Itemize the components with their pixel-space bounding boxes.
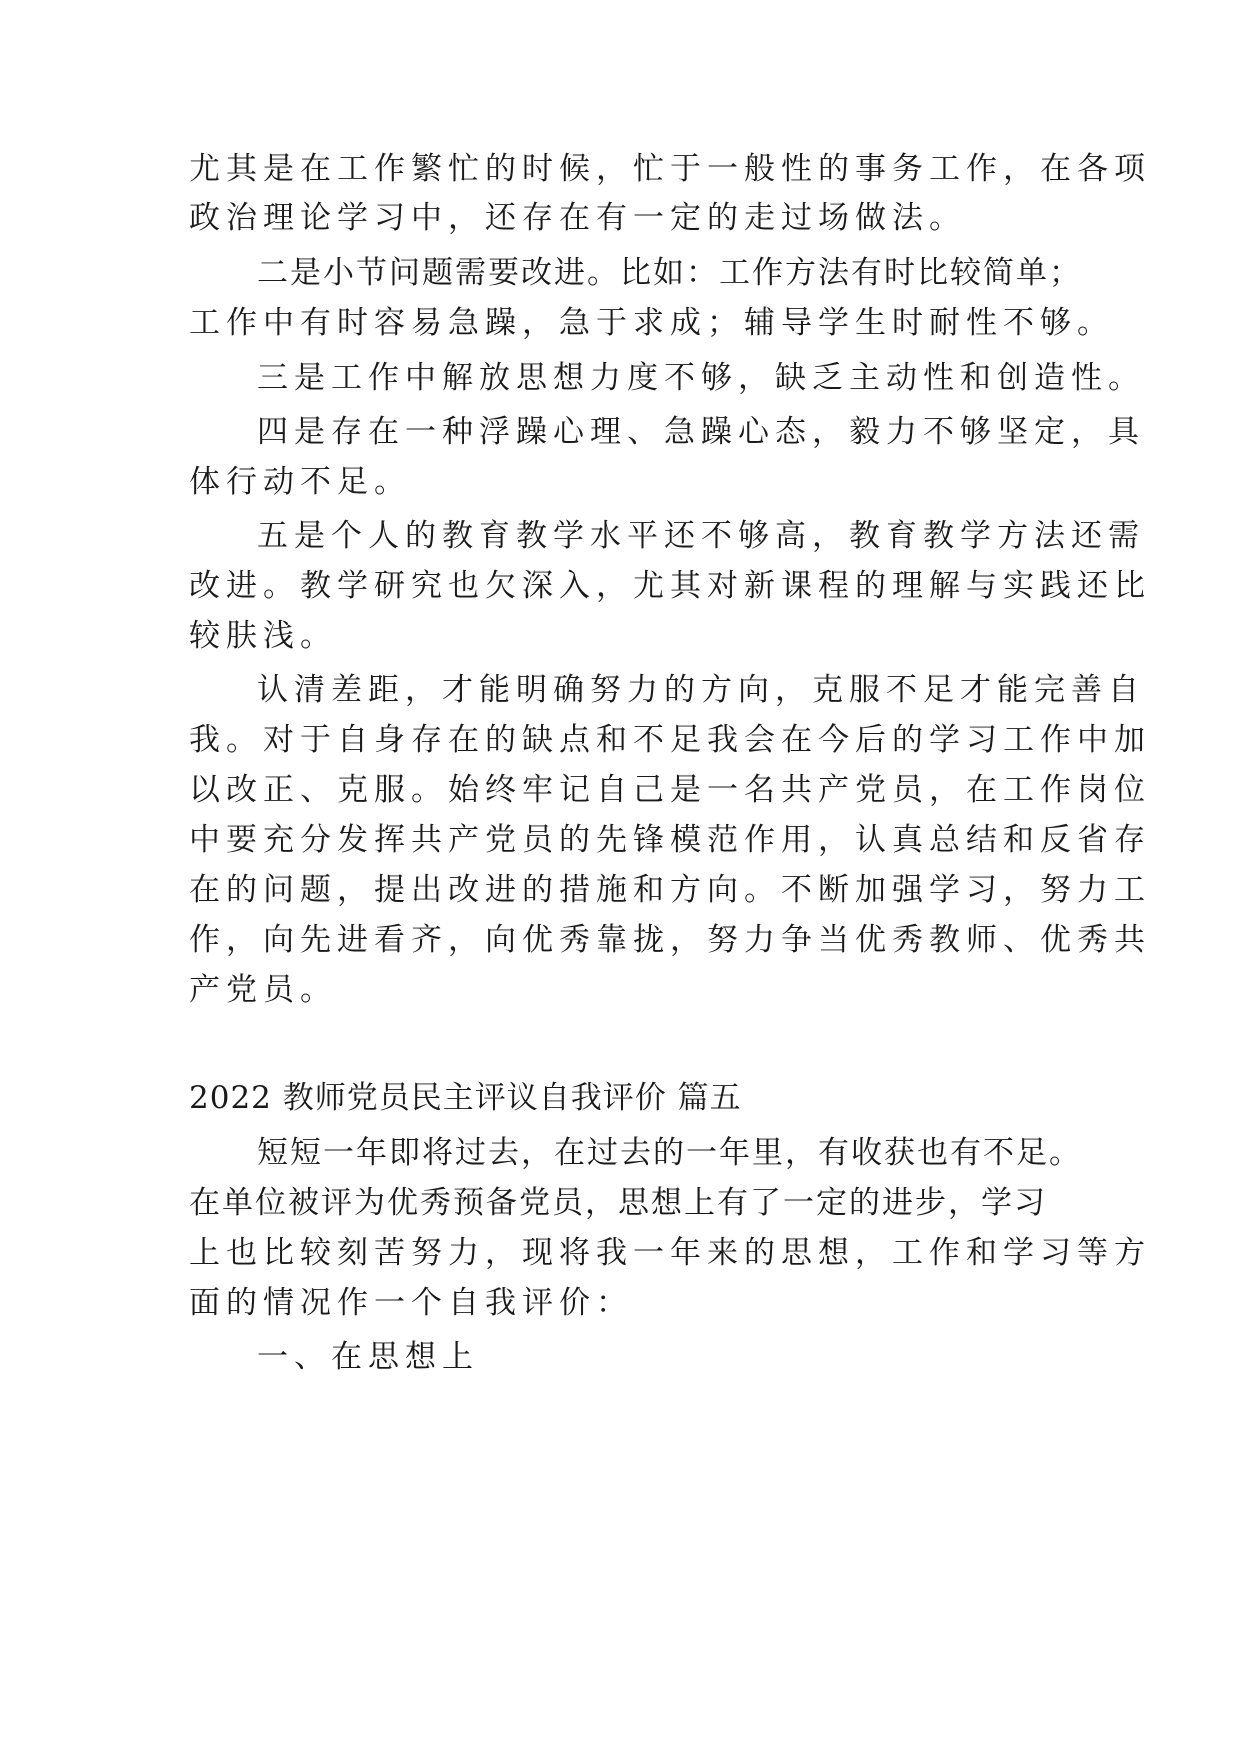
- paragraph-line: 面的情况作一个自我评价：: [189, 1285, 633, 1321]
- paragraph-line: 产党员。: [189, 972, 337, 1008]
- paragraph-line: 上也比较刻苦努力，现将我一年来的思想，工作和学习等方: [189, 1235, 1151, 1271]
- paragraph-line: 体行动不足。: [189, 464, 411, 500]
- paragraph-line: 作，向先进看齐，向优秀靠拢，努力争当优秀教师、优秀共: [189, 922, 1151, 958]
- paragraph-line: 四是存在一种浮躁心理、急躁心态，毅力不够坚定，具: [257, 414, 1145, 450]
- subsection-heading: 一、在思想上: [257, 1339, 479, 1375]
- paragraph-line: 短短一年即将过去，在过去的一年里，有收获也有不足。: [257, 1135, 1082, 1171]
- paragraph-line: 五是个人的教育教学水平还不够高，教育教学方法还需: [257, 518, 1145, 554]
- paragraph-line: 在的问题，提出改进的措施和方向。不断加强学习，努力工: [189, 872, 1151, 908]
- paragraph-line: 尤其是在工作繁忙的时候，忙于一般性的事务工作，在各项: [189, 151, 1151, 187]
- paragraph-line: 我。对于自身存在的缺点和不足我会在今后的学习工作中加: [189, 722, 1151, 758]
- paragraph-line: 政治理论学习中，还存在有一定的走过场做法。: [189, 200, 966, 236]
- paragraph-line: 三是工作中解放思想力度不够，缺乏主动性和创造性。: [257, 360, 1145, 396]
- paragraph-line: 二是小节问题需要改进。比如：工作方法有时比较简单；: [257, 255, 1082, 291]
- paragraph-line: 在单位被评为优秀预备党员，思想上有了一定的进步，学习: [189, 1185, 1047, 1221]
- paragraph-line: 中要充分发挥共产党员的先锋模范作用，认真总结和反省存: [189, 822, 1151, 858]
- paragraph-line: 改进。教学研究也欠深入，尤其对新课程的理解与实践还比: [189, 568, 1151, 604]
- paragraph-line: 较肤浅。: [189, 618, 337, 654]
- paragraph-line: 工作中有时容易急躁，急于求成；辅导学生时耐性不够。: [189, 305, 1114, 341]
- paragraph-line: 认清差距，才能明确努力的方向，克服不足才能完善自: [257, 672, 1145, 708]
- paragraph-line: 以改正、克服。始终牢记自己是一名共产党员，在工作岗位: [189, 772, 1151, 808]
- section-heading: 2022 教师党员民主评议自我评价 篇五: [189, 1080, 742, 1116]
